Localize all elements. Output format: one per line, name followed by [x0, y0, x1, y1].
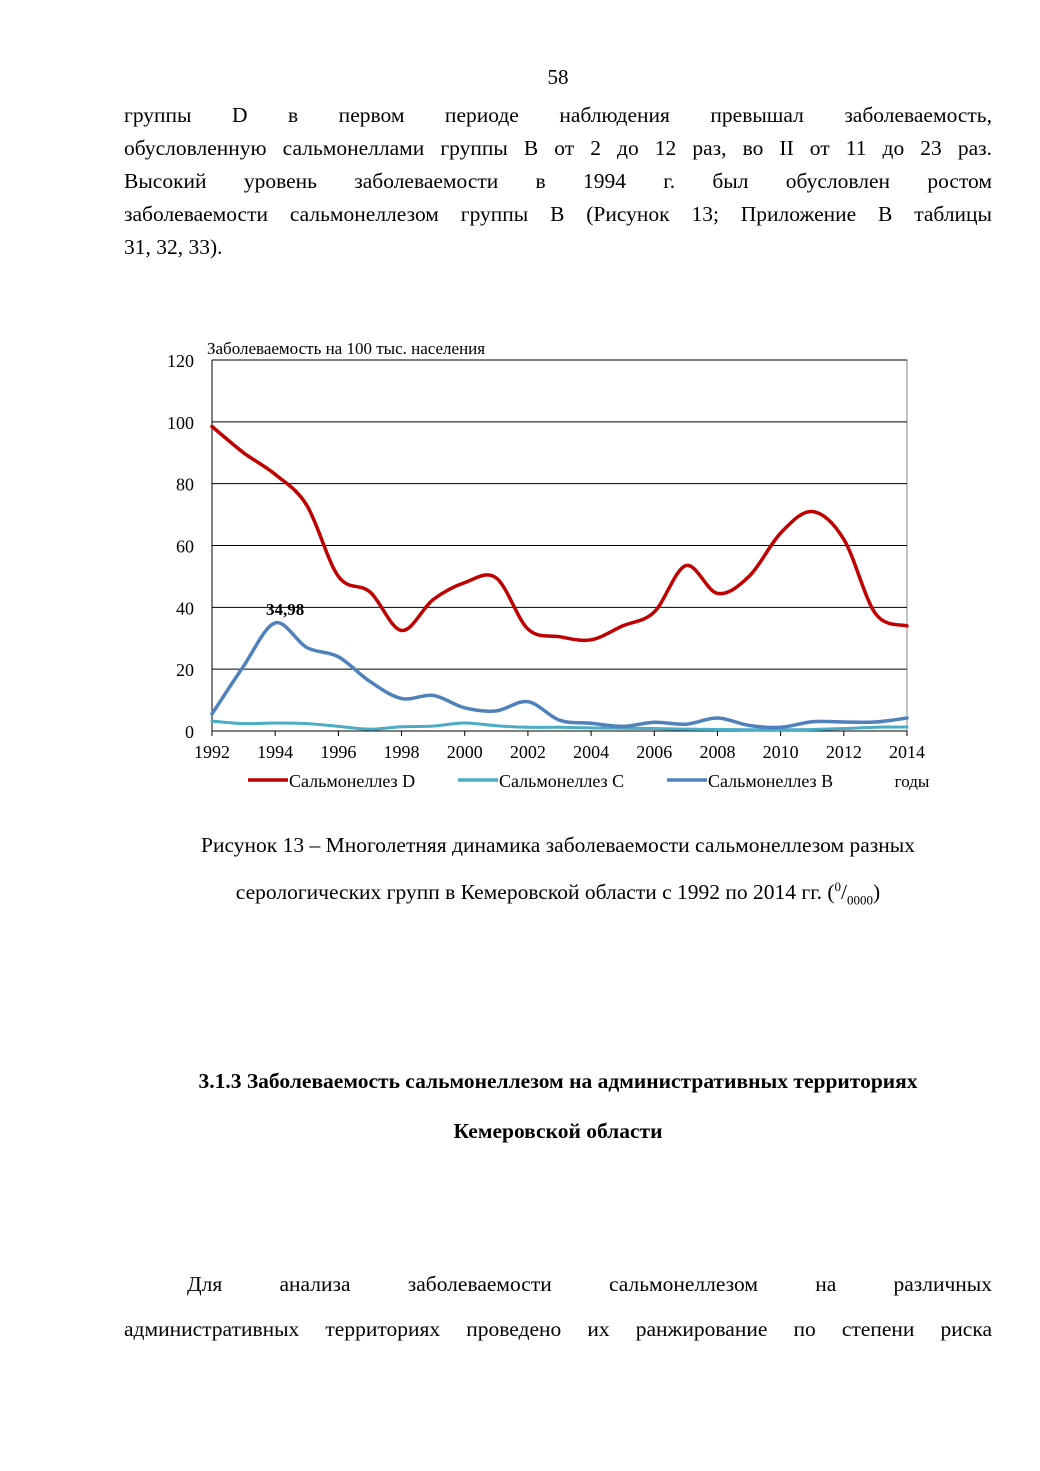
heading-line-1: 3.1.3 Заболеваемость сальмонеллезом на административных территориях [198, 1069, 918, 1093]
caption-text: серологических групп в Кемеровской области с 1992 по 2014 гг. ( [235, 880, 835, 905]
line-chart [140, 326, 960, 806]
y-tick-label: 0 [185, 722, 194, 742]
paragraph-line: 31, 32, 33). [124, 235, 223, 259]
chart-svg [140, 326, 960, 806]
x-tick-label: 2008 [699, 742, 736, 762]
caption-sup: 0 [834, 879, 842, 894]
caption-slash: / [841, 880, 848, 905]
series-line-1 [212, 427, 907, 641]
body-paragraph-1 [124, 99, 992, 264]
x-tick-label: 2002 [509, 742, 546, 762]
figure-caption [0, 824, 1040, 921]
page-number: 58 [547, 65, 569, 89]
x-tick-label: 1998 [383, 742, 420, 762]
legend-label: Сальмонеллез С [499, 771, 625, 791]
y-tick-label: 20 [176, 660, 194, 681]
y-tick-label: 40 [176, 598, 194, 619]
caption-line-1: Рисунок 13 – Многолетняя динамика заболеваемости сальмонеллезом разных [201, 833, 915, 857]
paragraph-line: административных территориях проведено их ранжирование по степени риска [124, 1317, 992, 1341]
caption-line-2 [0, 866, 1040, 921]
caption-close: ) [873, 880, 881, 905]
x-tick-label: 2012 [825, 742, 862, 762]
x-tick-label: 2006 [636, 742, 673, 762]
x-tick-label: 2000 [446, 742, 483, 762]
y-tick-label: 120 [167, 351, 194, 371]
paragraph-line: обусловленную сальмонеллами группы В от 2 до 12 раз, во II от 11 до 23 раз. [124, 136, 992, 160]
caption-sub: 0000 [847, 892, 874, 908]
y-axis-title: Заболеваемость на 100 тыс. населения [207, 339, 486, 358]
paragraph-line: группы D в первом периоде наблюдения превышал заболеваемость, [124, 103, 992, 127]
section-heading [0, 1056, 1040, 1156]
y-tick-label: 80 [176, 474, 194, 495]
y-tick-label: 100 [167, 412, 194, 433]
x-tick-label: 1994 [257, 742, 294, 762]
legend-label: Сальмонеллез В [708, 771, 834, 791]
legend-label: Сальмонеллез D [289, 771, 416, 791]
y-tick-label: 60 [176, 536, 194, 557]
paragraph-line: Для анализа заболеваемости сальмонеллезом на различных [187, 1272, 992, 1296]
x-tick-label: 1996 [320, 742, 357, 762]
body-paragraph-2 [124, 1262, 992, 1352]
x-axis-title: годы [894, 772, 930, 791]
x-tick-label: 2004 [573, 742, 610, 762]
heading-line-2: Кемеровской области [453, 1119, 663, 1143]
x-tick-label: 1992 [194, 742, 230, 762]
x-tick-label: 2014 [889, 742, 925, 762]
paragraph-line: Высокий уровень заболеваемости в 1994 г. был обусловлен ростом [124, 169, 992, 193]
data-label: 34,98 [266, 599, 305, 619]
paragraph-line: заболеваемости сальмонеллезом группы В (Рисунок 13; Приложение В таблицы [124, 202, 992, 226]
x-tick-label: 2010 [762, 742, 799, 762]
